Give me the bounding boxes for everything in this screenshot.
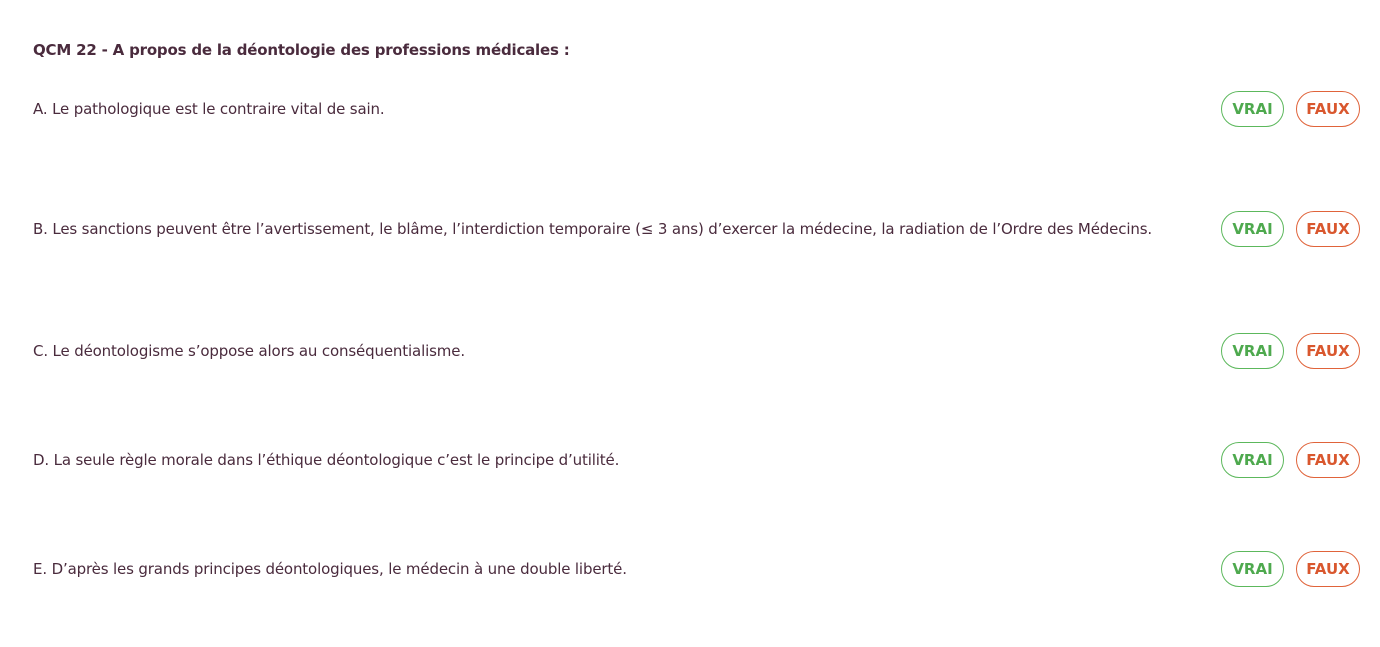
question-text: E. D’après les grands principes déontologiques, le médecin à une double liberté. — [33, 560, 627, 578]
question-text: C. Le déontologisme s’oppose alors au conséquentialisme. — [33, 342, 465, 360]
faux-button[interactable]: FAUX — [1296, 442, 1360, 478]
faux-button[interactable]: FAUX — [1296, 333, 1360, 369]
vrai-button[interactable]: VRAI — [1221, 551, 1284, 587]
answer-buttons — [1221, 551, 1360, 587]
faux-button[interactable]: FAUX — [1296, 211, 1360, 247]
faux-button[interactable]: FAUX — [1296, 91, 1360, 127]
qcm-title: QCM 22 - A propos de la déontologie des professions médicales : — [33, 41, 570, 59]
vrai-button[interactable]: VRAI — [1221, 211, 1284, 247]
question-c — [33, 333, 1360, 369]
vrai-button[interactable]: VRAI — [1221, 333, 1284, 369]
question-text: A. Le pathologique est le contraire vital de sain. — [33, 100, 385, 118]
vrai-button[interactable]: VRAI — [1221, 91, 1284, 127]
vrai-button[interactable]: VRAI — [1221, 442, 1284, 478]
question-a — [33, 91, 1360, 127]
question-text: D. La seule règle morale dans l’éthique déontologique c’est le principe d’utilité. — [33, 451, 620, 469]
answer-buttons — [1221, 91, 1360, 127]
question-e — [33, 551, 1360, 587]
question-text: B. Les sanctions peuvent être l’avertissement, le blâme, l’interdiction temporaire (≤ 3 ans) d’exercer la médecine, la radiation de l’Ordre des Médecins. — [33, 220, 1152, 238]
faux-button[interactable]: FAUX — [1296, 551, 1360, 587]
question-b — [33, 211, 1360, 247]
answer-buttons — [1221, 333, 1360, 369]
question-d — [33, 442, 1360, 478]
answer-buttons — [1221, 442, 1360, 478]
answer-buttons — [1221, 211, 1360, 247]
